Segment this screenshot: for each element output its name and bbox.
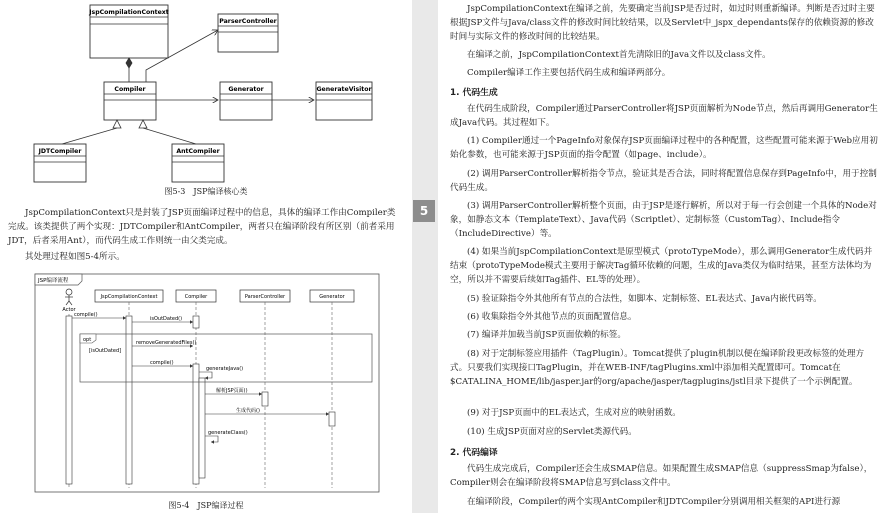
composition-diamond bbox=[126, 58, 132, 68]
list-item: (1) Compiler通过一个PageInfo对象保存JSP页面编译过程中的各种配置，这些配置可能来源于Web应用初始化参数，也可能来源于JSP页面的指令配置（如page、include）。 bbox=[450, 136, 878, 161]
box-label: AntCompiler bbox=[176, 148, 220, 155]
inheritance-triangle bbox=[113, 120, 121, 128]
class-box-antcompiler bbox=[172, 144, 224, 182]
list-item: (9) 对于JSP页面中的EL表达式，生成对应的映射函数。 bbox=[467, 408, 681, 418]
class-box-jspcompilationcontext bbox=[88, 5, 169, 58]
actor-label: Actor bbox=[62, 307, 76, 313]
list-item: (10) 生成JSP页面对应的Servlet类源代码。 bbox=[467, 427, 637, 437]
opt-guard: [isOutDated] bbox=[89, 348, 122, 354]
figure-caption: 图5-3 JSP编译核心类 bbox=[164, 187, 248, 196]
list-item: (4) 如果当前JspCompilationContext是原型模式（protoTypeMode），那么调用Generator生成代码并结束（protoTypeMode模式主要用于解决Tag循环依赖的问题，生成的Java类仅为临时结果，甚至方法体均为空，所以并不需要后续如Tag插件、EL等的处理）。 bbox=[450, 247, 873, 286]
class-box-compiler bbox=[104, 82, 156, 120]
class-diagram bbox=[0, 0, 412, 196]
list-item: (3) 调用ParserController解析整个页面，由于JSP是逐行解析，所以对于每一行会创建一个具体的Node对象，如静态文本（TemplateText）、Java代码（Scriptlet）、定制标签（CustomTag）、Include指令（IncludeDirective）等。 bbox=[450, 201, 877, 240]
class-box-jdtcompiler bbox=[34, 144, 86, 182]
list-item: (2) 调用ParserController解析指令节点，验证其是否合法，同时将配置信息保存到PageInfo中，用于控制代码生成。 bbox=[450, 169, 877, 194]
svg-text:isOutDated(): isOutDated() bbox=[150, 316, 183, 322]
class-box-parsercontroller bbox=[218, 14, 278, 52]
figure-caption: 图5-4 JSP编译过程 bbox=[168, 501, 244, 510]
svg-text:compile(): compile() bbox=[150, 360, 174, 366]
box-label: GenerateVisitor bbox=[316, 86, 372, 93]
section-heading: 1. 代码生成 bbox=[450, 88, 498, 98]
body-paragraph: JspCompilationContext只是封装了JSP页面编译过程中的信息，具体的编译工作由Compiler类完成。该类提供了两个实现：JDTCompiler和AntCompiler，两者只在编译阶段有所区别（前者采用JDT，后者采用Ant），而代码生成工作则统一由父类完成。 bbox=[8, 208, 396, 247]
box-label: JDTCompiler bbox=[38, 148, 82, 155]
list-item: (6) 收集除指令外其他节点的页面配置信息。 bbox=[467, 312, 637, 322]
svg-text:解析JSP页面(): 解析JSP页面() bbox=[216, 388, 248, 394]
svg-text:Compiler: Compiler bbox=[184, 294, 208, 300]
body-paragraph: 在代码生成阶段，Compiler通过ParserController将JSP页面解析为Node节点，然后再调用Generator生成Java代码。其过程如下。 bbox=[450, 104, 878, 129]
list-item: (8) 对于定制标签应用插件（TagPlugin）。Tomcat提供了plugin机制以便在编译阶段更改标签的处理方式。只要我们实现接口TagPlugin，并在WEB-INF/tagPlugins.xml中添加相关配置即可。Tomcat在$CATALINA_HOME/lib/jasper.jar的org/apache/jasper/tagplugins/jstl目录下提供了一个示例配置。 bbox=[450, 349, 865, 388]
class-box-generator bbox=[220, 82, 272, 120]
svg-text:ParserController: ParserController bbox=[244, 294, 286, 300]
body-paragraph: 在编译阶段，Compiler的两个实现AntCompiler和JDTCompiler分别调用相关框架的API进行源 bbox=[467, 497, 841, 507]
section-heading: 2. 代码编译 bbox=[450, 448, 498, 458]
left-page bbox=[0, 0, 412, 513]
page-number-tab: 5 bbox=[413, 200, 435, 222]
box-label: ParserController bbox=[219, 18, 277, 25]
list-item: (5) 验证除指令外其他所有节点的合法性，如脚本、定制标签、EL表达式、Java内嵌代码等。 bbox=[467, 294, 822, 304]
svg-text:generateClass(): generateClass() bbox=[208, 430, 248, 436]
svg-text:Generator: Generator bbox=[319, 294, 345, 300]
list-item: (7) 编译并加载当前JSP页面依赖的标签。 bbox=[467, 330, 626, 340]
box-label: Compiler bbox=[114, 86, 146, 93]
frame bbox=[35, 274, 379, 492]
body-paragraph: 代码生成完成后，Compiler还会生成SMAP信息。如果配置生成SMAP信息（suppressSmap为false），Compiler则会在编译阶段将SMAP信息写到class文件中。 bbox=[450, 464, 873, 489]
body-paragraph: JspCompilationContext在编译之前，先要确定当前JSP是否过时，如过时则重新编译。判断是否过时主要根据JSP文件与Java/class文件的修改时间比较结果，以及Servlet中_jspx_dependants保存的依赖资源的修改时间与实际文件的修改时间的比较结果。 bbox=[450, 4, 875, 43]
box-label: JspCompilationContext bbox=[89, 9, 169, 16]
body-paragraph: 其处理过程如图5-4所示。 bbox=[25, 252, 125, 262]
body-paragraph: Compiler编译工作主要包括代码生成和编译两部分。 bbox=[467, 68, 671, 78]
svg-text:生成代码(): 生成代码() bbox=[236, 408, 260, 414]
box-label: Generator bbox=[228, 86, 264, 93]
opt-label: opt bbox=[83, 337, 92, 343]
sequence-diagram bbox=[0, 270, 412, 497]
right-page bbox=[440, 0, 883, 513]
svg-text:JspCompilationContext: JspCompilationContext bbox=[100, 294, 158, 300]
inheritance-triangle bbox=[139, 120, 147, 128]
svg-text:compile(): compile() bbox=[74, 312, 98, 318]
class-box-generatevisitor bbox=[316, 82, 373, 120]
page-gutter bbox=[412, 0, 438, 513]
frame-title: JSP编译流程 bbox=[38, 278, 69, 284]
svg-text:generateJava(): generateJava() bbox=[206, 366, 244, 372]
svg-text:removeGeneratedFiles(): removeGeneratedFiles() bbox=[136, 340, 197, 346]
body-paragraph: 在编译之前，JspCompilationContext首先清除旧的Java文件以及class文件。 bbox=[467, 50, 771, 60]
